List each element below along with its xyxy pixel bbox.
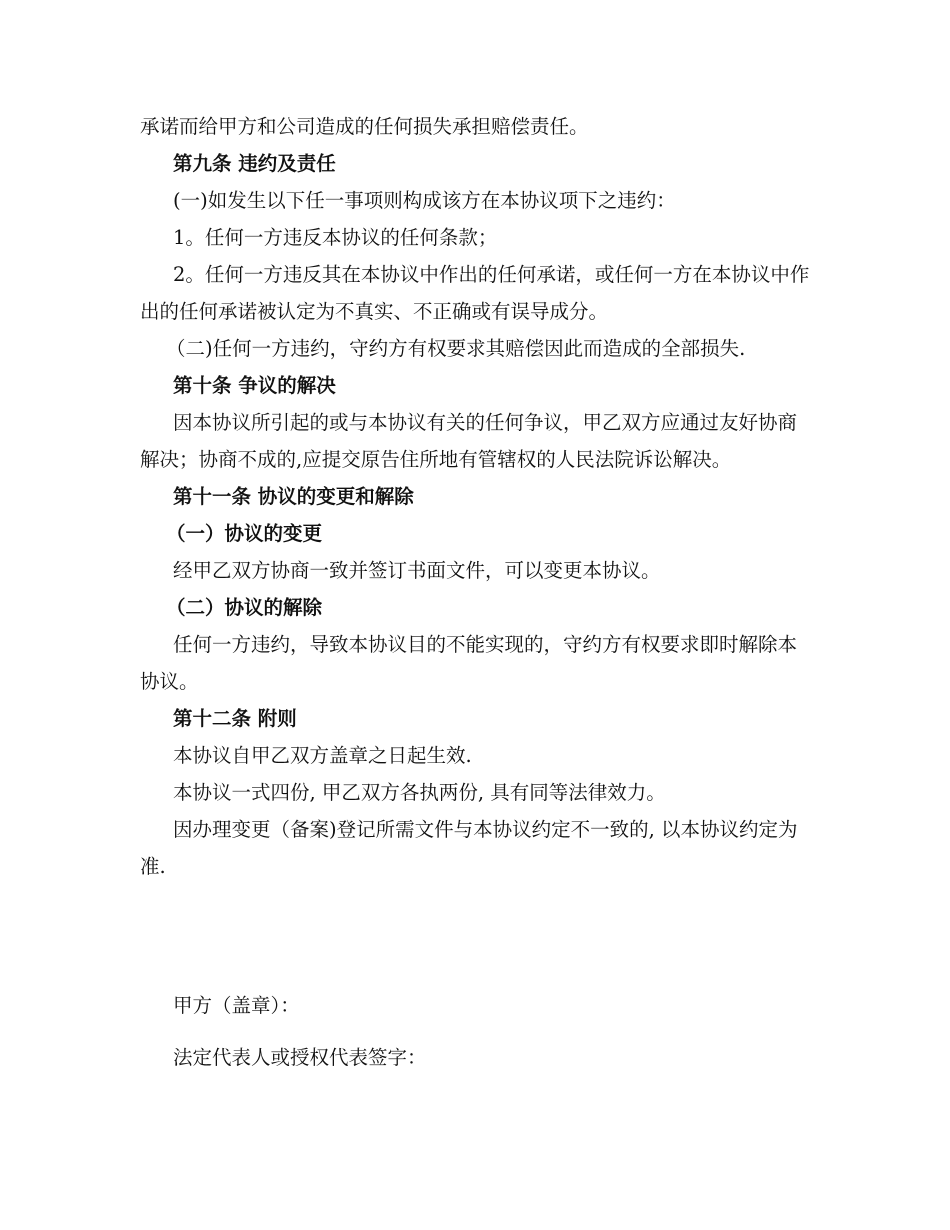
article-9-heading: 第九条 违约及责任: [173, 152, 336, 175]
article-9-clause-1: (一)如发生以下任一事项则构成该方在本协议项下之违约：: [173, 189, 676, 212]
article-11-heading: 第十一条 协议的变更和解除: [173, 485, 414, 508]
article-9-item-2: 2。任何一方违反其在本协议中作出的任何承诺，或任何一方在本协议中作出的任何承诺被认定为不真实、不正确或有误导成分。: [140, 263, 810, 323]
article-11-termination-body: 任何一方违约，导致本协议目的不能实现的，守约方有权要求即时解除本协议。: [140, 633, 798, 693]
article-12-copies: 本协议一式四份, 甲乙双方各执两份, 具有同等法律效力。: [173, 781, 666, 804]
article-12-precedence: 因办理变更（备案)登记所需文件与本协议约定不一致的, 以本协议约定为准.: [140, 818, 798, 878]
article-12-heading: 第十二条 附则: [173, 707, 297, 730]
paragraph-continuation: 承诺而给甲方和公司造成的任何损失承担赔偿责任。: [140, 115, 589, 138]
article-9-clause-2: （二)任何一方违约，守约方有权要求其赔偿因此而造成的全部损失.: [166, 337, 746, 360]
article-12-effective: 本协议自甲乙双方盖章之日起生效.: [173, 744, 472, 767]
article-11-subheading-termination: （二）协议的解除: [166, 596, 323, 619]
document-body: [140, 108, 812, 1076]
article-11-subheading-change: （一）协议的变更: [166, 522, 323, 545]
article-9-item-1: 1。任何一方违反本协议的任何条款；: [173, 226, 498, 249]
signature-spacer: [140, 885, 812, 987]
party-a-seal-line: 甲方（盖章）：: [173, 994, 300, 1017]
article-10-body: 因本协议所引起的或与本协议有关的任何争议，甲乙双方应通过友好协商解决；协商不成的,应提交原告住所地有管辖权的人民法院诉讼解决。: [140, 411, 798, 471]
article-10-heading: 第十条 争议的解决: [173, 374, 336, 397]
article-11-change-body: 经甲乙双方协商一致并签订书面文件，可以变更本协议。: [173, 559, 661, 582]
representative-signature-line: 法定代表人或授权代表签字：: [173, 1046, 427, 1069]
